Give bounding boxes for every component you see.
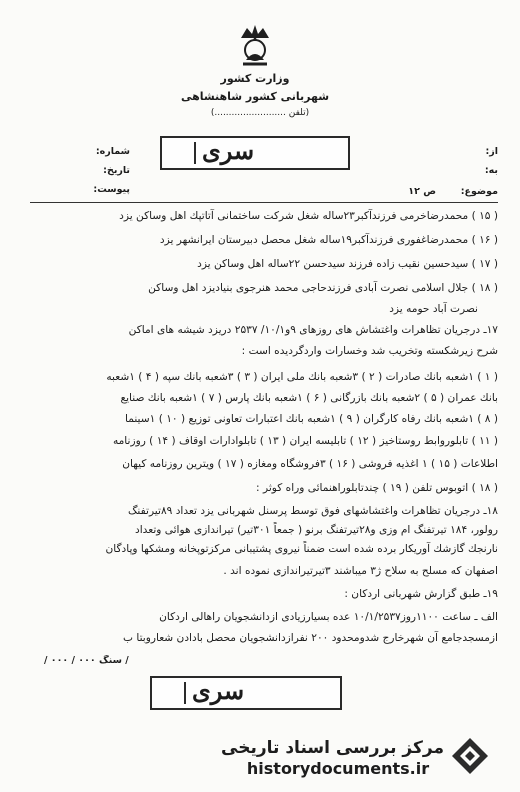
secret-stamp-bottom-text: سری [192,676,245,705]
body-line: ( ۱۸ ) جلال اسلامی نصرت آبادی فرزندحاجی محمد هنرجوی بنیادیزد اهل وساكن [148,282,498,294]
department-title: شهربانی كشور شاهنشاهی [180,90,330,103]
body-line: ۱۸ـ درجریان تظاهرات واغتشاشهای فوق توسط پرسنل شهربانی یزد تعداد ۸۹تیرتفنگ [127,505,498,517]
closing-note: / سنگ ۰۰۰ / ۰۰۰ / [44,655,129,666]
watermark-title: مرکز بررسی اسناد تاریخی [221,738,444,758]
body-line: ۱۷ـ درجریان تظاهرات واغتشاش های روزهای ۹و۱۰/۱/ ۲۵۳۷ دریزد شیشه های اماكن [128,324,498,336]
body-line: شرح زیرشكسته وتخریب شد وخسارات واردگردیده است : [241,345,498,357]
body-line: ۱۹ـ طبق گزارش شهربانی اردكان : [344,588,498,600]
field-shomare: شماره: [95,146,130,157]
ministry-title: وزارت كشور [220,72,290,85]
body-line: ازمسجدجامع آن شهرخارج شدومحدود ۲۰۰ نفرازدانشجویان محصل بادادن شعاروبتا ب [123,632,498,644]
body-line: ( ۱ ) ۱شعبه بانك صادرات ( ۲ ) ۳شعبه بانك ملی ایران ( ۳ ) ۳شعبه بانك سپه ( ۴ ) ۱شعبه [106,371,498,383]
body-line: بانك عمران ( ۵ ) ۲شعبه بانك بازرگانی ( ۶ ) ۱شعبه بانك پارس ( ۷ ) ۱شعبه بانك صنایع [120,392,498,404]
field-mozu: موضوع: [460,186,498,197]
body-line: اصفهان كه مسلح به سلاح ژ۳ میباشند ۳تیرتیراندازی نموده اند . [223,565,498,577]
history-documents-logo-icon [448,734,492,778]
margin-note: ص ۱۲ [408,186,436,197]
body-line: ( ۸ ) ۱شعبه بانك رفاه كارگران ( ۹ ) ۱شعبه بانك اعتبارات تعاونی توزیع ( ۱۰ ) ۱سینما [125,413,498,425]
body-line: ( ۱۸ ) اتوبوس تلفن ( ۱۹ ) چندتابلوراهنمائی وراه كوثر : [256,482,498,494]
body-line: نارنجك گازشك آوریكار برده شده است ضمناً نیروی پشتیبانی مركزتوپخانه ومشكها وپادگان [105,543,498,555]
body-line: نصرت آباد حومه یزد [389,303,478,315]
body-line: الف ـ ساعت ۱۱۰۰روز۱۰/۱/۲۵۳۷ عده بسیارزیادی ازدانشجویان راهالی اردكان [159,611,498,623]
body-line: رولور، ۱۸۴ تیرتفنگ ام وزی و۲۸تیرتفنگ برنو ( جمعاً ۳۰۱تیر) تیراندازی هوائی وتعداد [135,524,498,536]
secret-stamp-top [160,136,350,170]
body-line: ( ۱۷ ) سیدحسین نقیب زاده فرزند سیدحسن ۲۲ساله اهل وساكن یزد [197,258,498,270]
body-line: ( ۱۱ ) تابلوروابط روستاخیز ( ۱۲ ) تابلیسه ایران ( ۱۳ ) تابلوادارات اوقاف ( ۱۴ ) روزنامه [112,435,498,447]
body-line: اطلاعات ( ۱۵ ) ۱ اغذیه فروشی ( ۱۶ ) ۳فروشگاه ومغازه ( ۱۷ ) ویترین روزنامه كیهان [122,458,498,470]
field-az: از: [485,146,498,157]
field-peyvast: پیوست: [93,184,130,195]
body-line: ( ۱۵ ) محمدرضاخرمی فرزندآكبر۲۳ساله شغل شركت ساختمانی آتاتپك اهل وساكن یزد [119,210,498,222]
field-be: به: [484,165,498,176]
phone-line: (تلفن .........................) [210,108,310,118]
watermark-url: historydocuments.ir [246,759,430,778]
lion-and-sun-emblem-icon [233,20,277,68]
body-line: ( ۱۶ ) محمدرضاغفوری فرزندآكبر۱۹ساله شغل محصل دبیرستان ایرانشهر یزد [159,234,498,246]
field-tarikh: تاریخ: [103,165,130,176]
secret-stamp-bottom [150,676,342,710]
secret-stamp-top-text: سری [202,136,255,165]
header-divider [30,202,498,203]
